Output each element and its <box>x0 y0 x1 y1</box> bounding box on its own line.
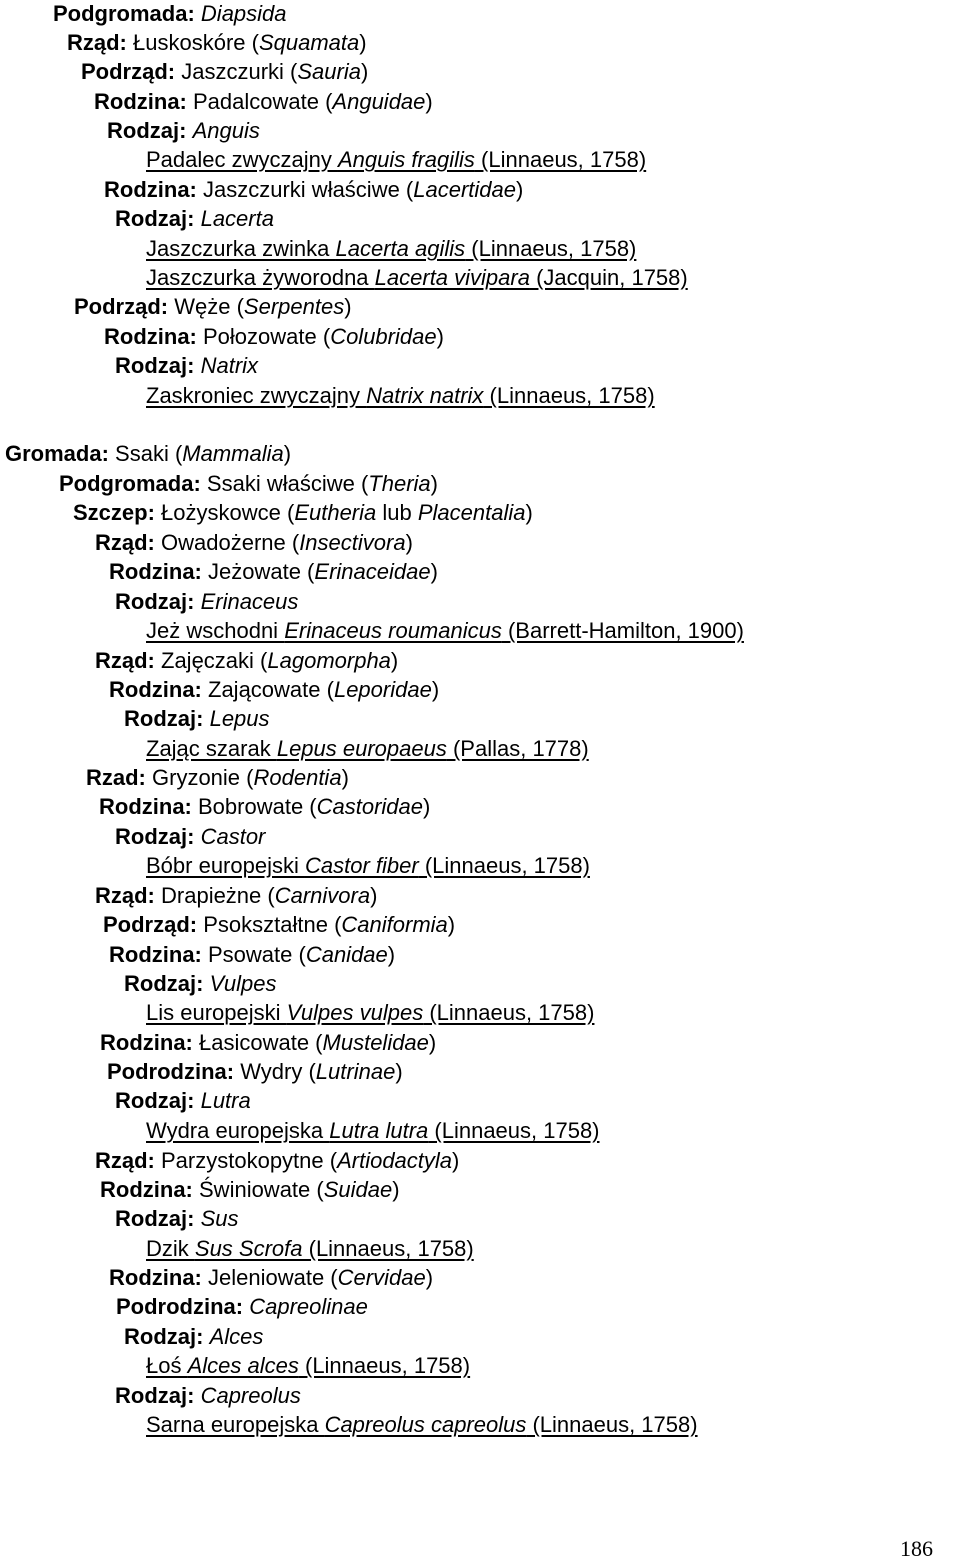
rank-label: Rodzina: <box>104 324 197 349</box>
text-segment: Jeżowate ( <box>201 559 315 584</box>
text-segment: Jaszczurka zwinka <box>146 236 336 261</box>
text-segment: ) <box>360 59 369 84</box>
taxon-rank-entry <box>109 942 395 968</box>
rank-label: Rodzaj: <box>115 206 195 231</box>
taxon-rank-entry <box>73 500 533 526</box>
text-segment: (Linnaeus, 1758) <box>423 1000 595 1025</box>
rank-label: Rodzaj: <box>115 1206 195 1231</box>
text-segment: Jeż wschodni <box>146 618 285 643</box>
species-entry <box>146 1236 474 1262</box>
taxon-rank-entry <box>100 1030 436 1056</box>
latin-name: Erinaceus <box>200 589 299 614</box>
rank-label: Podgromada: <box>53 1 195 26</box>
taxon-rank-entry <box>115 824 265 850</box>
rank-label: Rodzaj: <box>115 824 195 849</box>
text-segment: Jaszczurka żyworodna <box>146 265 375 290</box>
taxon-rank-entry <box>81 59 368 85</box>
text-segment: ) <box>370 883 378 908</box>
rank-label: Rząd: <box>95 530 155 555</box>
latin-name: Erinaceus roumanicus <box>284 618 502 643</box>
rank-label: Rząd: <box>95 1148 155 1173</box>
taxon-rank-entry <box>100 1177 400 1203</box>
text-segment: ) <box>392 1177 400 1202</box>
latin-name: Lagomorpha <box>267 648 391 673</box>
latin-name: Alces <box>209 1324 264 1349</box>
rank-label: Rodzina: <box>99 794 192 819</box>
rank-label: Rząd: <box>95 883 155 908</box>
latin-name: Sauria <box>297 59 361 84</box>
taxon-rank-entry <box>115 353 258 379</box>
latin-name: Capreolus capreolus <box>324 1412 527 1437</box>
rank-label: Gromada: <box>5 441 109 466</box>
latin-name: Natrix natrix <box>366 383 484 408</box>
text-segment: ) <box>525 500 533 525</box>
rank-label: Rodzaj: <box>124 706 204 731</box>
text-segment: Jaszczurki ( <box>175 59 298 84</box>
rank-label: Podrodzina: <box>116 1294 244 1319</box>
taxon-rank-entry <box>107 118 260 144</box>
text-segment: ) <box>430 559 438 584</box>
species-entry <box>146 618 744 644</box>
taxon-rank-entry <box>104 177 523 203</box>
rank-label: Podrząd: <box>103 912 198 937</box>
text-segment: Ssaki ( <box>108 441 183 466</box>
latin-name: Mammalia <box>182 441 284 466</box>
rank-label: Rząd: <box>67 30 127 55</box>
species-entry <box>146 1353 470 1379</box>
rank-label: Rodzina: <box>109 559 202 584</box>
species-entry <box>146 383 655 409</box>
rank-label: Rzad: <box>86 765 146 790</box>
latin-name: Mustelidae <box>322 1030 429 1055</box>
text-segment: Bóbr europejski <box>146 853 305 878</box>
text-segment: ) <box>516 177 524 202</box>
text-segment: Zaskroniec zwyczajny <box>146 383 367 408</box>
rank-label: Rodzaj: <box>115 1383 195 1408</box>
latin-name: Leporidae <box>333 677 432 702</box>
latin-name: Anguidae <box>332 89 426 114</box>
latin-name: Diapsida <box>200 1 287 26</box>
taxon-rank-entry <box>115 206 274 232</box>
text-segment: (Linnaeus, 1758) <box>418 853 590 878</box>
latin-name: Lutrinae <box>315 1059 396 1084</box>
taxon-rank-entry <box>124 971 276 997</box>
taxon-rank-entry <box>115 589 298 615</box>
latin-name: Insectivora <box>299 530 406 555</box>
taxon-rank-entry <box>95 883 377 909</box>
text-segment: Zającowate ( <box>201 677 334 702</box>
text-segment: ) <box>423 794 431 819</box>
taxon-rank-entry <box>95 530 413 556</box>
text-segment: Sarna europejska <box>146 1412 325 1437</box>
text-segment: (Pallas, 1778) <box>446 736 589 761</box>
text-segment: Połozowate ( <box>196 324 331 349</box>
rank-label: Rodzaj: <box>115 589 195 614</box>
text-segment: Zając szarak <box>146 736 277 761</box>
latin-name: Cervidae <box>337 1265 426 1290</box>
rank-label: Rodzaj: <box>124 971 204 996</box>
text-segment: ) <box>395 1059 403 1084</box>
latin-name: Suidae <box>323 1177 393 1202</box>
text-segment: (Linnaeus, 1758) <box>465 236 637 261</box>
taxon-rank-entry <box>115 1383 301 1409</box>
text-segment: Łoś <box>146 1353 188 1378</box>
latin-name: Caniformia <box>341 912 448 937</box>
text-segment: ) <box>425 89 433 114</box>
latin-name: Placentalia <box>417 500 526 525</box>
species-entry <box>146 236 636 262</box>
latin-name: Lepus europaeus <box>276 736 447 761</box>
taxon-rank-entry <box>95 648 398 674</box>
text-segment: ) <box>344 294 352 319</box>
latin-name: Anguis <box>192 118 260 143</box>
text-segment: ) <box>425 1265 434 1290</box>
species-entry <box>146 265 688 291</box>
rank-label: Rodzaj: <box>115 1088 195 1113</box>
text-segment: (Linnaeus, 1758) <box>302 1236 474 1261</box>
text-segment: Owadożerne ( <box>154 530 300 555</box>
text-segment: Padalcowate ( <box>186 89 333 114</box>
latin-name: Colubridae <box>330 324 437 349</box>
species-entry <box>146 853 590 879</box>
text-segment: Gryzonie ( <box>145 765 254 790</box>
latin-name: Lacertidae <box>413 177 517 202</box>
latin-name: Sus Scrofa <box>194 1236 303 1261</box>
text-segment: Wydra europejska <box>146 1118 330 1143</box>
text-segment: ) <box>452 1148 460 1173</box>
latin-name: Natrix <box>200 353 259 378</box>
taxon-rank-entry <box>116 1294 368 1320</box>
taxon-rank-entry <box>95 1148 459 1174</box>
text-segment: Padalec zwyczajny <box>146 147 338 172</box>
latin-name: Lacerta <box>200 206 274 231</box>
text-segment: ) <box>359 30 367 55</box>
rank-label: Rodzina: <box>109 1265 202 1290</box>
text-segment: ) <box>431 677 440 702</box>
taxon-rank-entry <box>5 441 291 467</box>
text-segment: ) <box>447 912 456 937</box>
taxon-rank-entry <box>104 324 444 350</box>
text-segment: Łożyskowce ( <box>154 500 295 525</box>
rank-label: Podrodzina: <box>107 1059 235 1084</box>
text-segment: Ssaki właściwe ( <box>200 471 369 496</box>
species-entry <box>146 736 589 762</box>
rank-label: Podgromada: <box>59 471 201 496</box>
text-segment: (Linnaeus, 1758) <box>474 147 647 172</box>
text-segment: (Linnaeus, 1758) <box>298 1353 471 1378</box>
taxon-rank-entry <box>109 559 438 585</box>
text-segment: Drapieżne ( <box>154 883 275 908</box>
latin-name: Rodentia <box>253 765 342 790</box>
page-number: 186 <box>900 1536 933 1561</box>
text-segment: ) <box>387 942 396 967</box>
latin-name: Lutra lutra <box>329 1118 429 1143</box>
text-segment: (Linnaeus, 1758) <box>483 383 655 408</box>
latin-name: Lutra <box>200 1088 251 1113</box>
rank-label: Podrząd: <box>74 294 169 319</box>
rank-label: Podrząd: <box>81 59 176 84</box>
latin-name: Lacerta agilis <box>335 236 466 261</box>
text-segment: lub <box>376 500 418 525</box>
rank-label: Rodzaj: <box>107 118 187 143</box>
latin-name: Lepus <box>209 706 270 731</box>
text-segment: Lis europejski <box>146 1000 287 1025</box>
species-entry <box>146 1412 698 1438</box>
latin-name: Serpentes <box>243 294 345 319</box>
text-segment: (Linnaeus, 1758) <box>526 1412 698 1437</box>
text-segment: Łasicowate ( <box>192 1030 323 1055</box>
latin-name: Eutheria <box>294 500 377 525</box>
latin-name: Artiodactyla <box>337 1148 453 1173</box>
taxon-rank-entry <box>115 1088 251 1114</box>
latin-name: Vulpes <box>209 971 277 996</box>
rank-label: Rodzaj: <box>124 1324 204 1349</box>
taxon-rank-entry <box>99 794 430 820</box>
rank-label: Rząd: <box>95 648 155 673</box>
taxon-rank-entry <box>115 1206 239 1232</box>
text-segment: Parzystokopytne ( <box>154 1148 338 1173</box>
rank-label: Rodzina: <box>94 89 187 114</box>
taxon-rank-entry <box>53 1 287 27</box>
taxon-rank-entry <box>109 1265 433 1291</box>
rank-label: Rodzaj: <box>115 353 195 378</box>
rank-label: Rodzina: <box>109 942 202 967</box>
taxon-rank-entry <box>86 765 349 791</box>
taxon-rank-entry <box>124 706 270 732</box>
text-segment: Jeleniowate ( <box>201 1265 338 1290</box>
latin-name: Erinaceidae <box>314 559 431 584</box>
text-segment: Wydry ( <box>234 1059 316 1084</box>
text-segment: Psowate ( <box>201 942 306 967</box>
text-segment: Bobrowate ( <box>191 794 317 819</box>
latin-name: Alces alces <box>187 1353 299 1378</box>
text-segment: (Barrett-Hamilton, 1900) <box>501 618 744 643</box>
text-segment: (Jacquin, 1758) <box>529 265 688 290</box>
text-segment: ) <box>430 471 438 496</box>
text-segment: Świniowate ( <box>192 1177 324 1202</box>
text-segment: Łuskoskóre ( <box>126 30 259 55</box>
text-segment: ) <box>405 530 413 555</box>
taxon-rank-entry <box>94 89 433 115</box>
taxon-rank-entry <box>107 1059 403 1085</box>
species-entry <box>146 147 646 173</box>
species-entry <box>146 1000 594 1026</box>
latin-name: Lacerta vivipara <box>374 265 530 290</box>
text-segment: Dzik <box>146 1236 195 1261</box>
text-segment: Zajęczaki ( <box>154 648 268 673</box>
taxon-rank-entry <box>109 677 439 703</box>
text-segment: Węże ( <box>168 294 244 319</box>
latin-name: Squamata <box>258 30 360 55</box>
text-segment: ) <box>341 765 349 790</box>
text-segment: Jaszczurki właściwe ( <box>196 177 414 202</box>
latin-name: Carnivora <box>274 883 371 908</box>
latin-name: Theria <box>368 471 431 496</box>
text-segment: ) <box>390 648 399 673</box>
latin-name: Capreolinae <box>249 1294 368 1319</box>
latin-name: Sus <box>200 1206 239 1231</box>
latin-name: Anguis fragilis <box>337 147 475 172</box>
text-segment: ) <box>283 441 292 466</box>
rank-label: Rodzina: <box>100 1177 193 1202</box>
rank-label: Rodzina: <box>100 1030 193 1055</box>
text-segment: ) <box>436 324 444 349</box>
text-segment: Psokształtne ( <box>197 912 342 937</box>
taxon-rank-entry <box>124 1324 263 1350</box>
taxon-rank-entry <box>103 912 455 938</box>
latin-name: Castor fiber <box>304 853 419 878</box>
rank-label: Szczep: <box>73 500 155 525</box>
text-segment: ) <box>428 1030 437 1055</box>
rank-label: Rodzina: <box>104 177 197 202</box>
latin-name: Capreolus <box>200 1383 301 1408</box>
taxon-rank-entry <box>67 30 367 56</box>
latin-name: Castor <box>200 824 266 849</box>
species-entry <box>146 1118 600 1144</box>
latin-name: Castoridae <box>316 794 424 819</box>
taxon-rank-entry <box>74 294 352 320</box>
latin-name: Canidae <box>305 942 388 967</box>
text-segment: (Linnaeus, 1758) <box>428 1118 600 1143</box>
latin-name: Vulpes vulpes <box>286 1000 424 1025</box>
taxon-rank-entry <box>59 471 438 497</box>
rank-label: Rodzina: <box>109 677 202 702</box>
